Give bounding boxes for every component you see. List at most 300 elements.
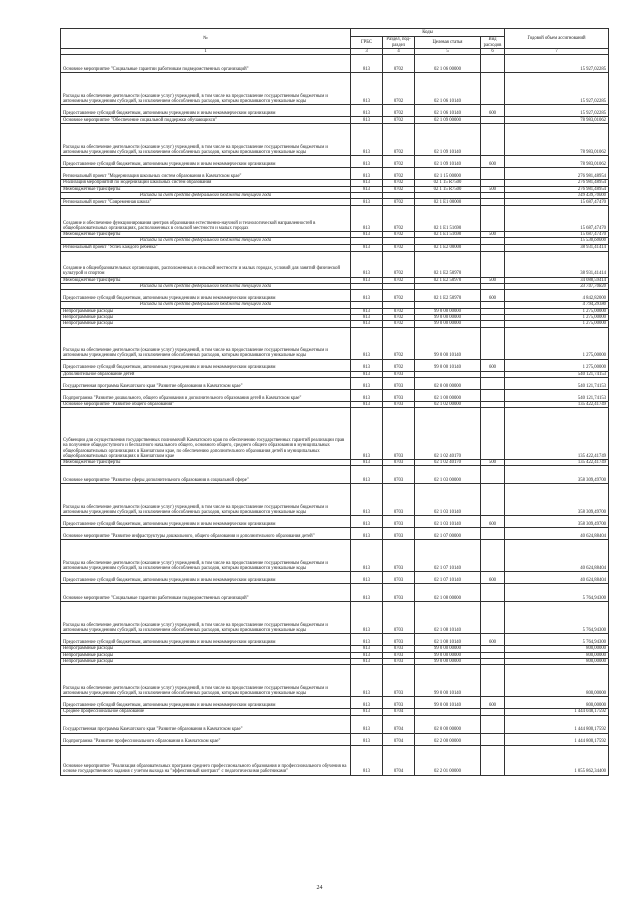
row-vid: 600 [481, 105, 505, 117]
table-row [61, 199, 609, 206]
row-sum: 78 983,01062 [505, 117, 609, 124]
row-vid: 500 [481, 186, 505, 192]
table-row [61, 665, 609, 697]
row-csr: 99 0 00 00000 [415, 308, 481, 314]
row-name: Предоставление субсидий бюджетным, автономным учреждениям и иным некоммерческим организациям [61, 105, 351, 117]
row-razdel: 0703 [383, 646, 415, 652]
row-grbs: 813 [351, 180, 383, 186]
row-grbs: 813 [351, 665, 383, 697]
row-vid [481, 199, 505, 206]
row-grbs: 813 [351, 232, 383, 238]
row-sum: 800,00000 [505, 652, 609, 658]
row-csr: 02 2 01 00000 [415, 745, 481, 775]
row-csr: 02 1 07 00000 [415, 528, 481, 540]
row-csr: 02 1 E2 50970 [415, 251, 481, 277]
row-vid: 600 [481, 572, 505, 584]
row-csr: 02 1 06 10140 [415, 73, 481, 105]
row-vid: 600 [481, 359, 505, 371]
row-csr: 99 0 00 10140 [415, 359, 481, 371]
row-csr: 02 1 08 10140 [415, 634, 481, 646]
table-row [61, 290, 609, 302]
row-csr: 02 1 00 00000 [415, 389, 481, 401]
row-razdel: 0702 [383, 232, 415, 238]
row-sum: 78 983,01062 [505, 156, 609, 168]
row-razdel: 0702 [383, 124, 415, 156]
row-grbs: 813 [351, 572, 383, 584]
row-grbs: 813 [351, 359, 383, 371]
row-razdel: 0702 [383, 251, 415, 277]
row-vid [481, 206, 505, 232]
row-razdel: 0702 [383, 290, 415, 302]
row-vid [481, 55, 505, 73]
row-grbs: 813 [351, 277, 383, 283]
row-sum: 15 687,47470 [505, 206, 609, 232]
row-csr: 02 1 E2 00000 [415, 244, 481, 251]
row-vid [481, 244, 505, 251]
row-name: Непрограммные расходы [61, 659, 351, 665]
row-grbs: 813 [351, 584, 383, 602]
row-csr: 02 1 03 10140 [415, 484, 481, 516]
row-sum: 15 687,47470 [505, 232, 609, 238]
row-sum: 800,00000 [505, 646, 609, 652]
row-csr: 02 0 00 00000 [415, 377, 481, 389]
row-name: Дополнительное образование детей [61, 371, 351, 377]
row-razdel: 0703 [383, 665, 415, 697]
row-vid [481, 745, 505, 775]
row-vid [481, 124, 505, 156]
table-row [61, 733, 609, 745]
row-sum: 276 981,48954 [505, 186, 609, 192]
row-name: Основное мероприятие "Социальные гарантии работникам подведомственных организаций" [61, 55, 351, 73]
row-sum: 34 088,59414 [505, 277, 609, 283]
index-cell: 6 [481, 49, 505, 55]
row-csr: 02 1 15 R7500 [415, 186, 481, 192]
table-row [61, 156, 609, 168]
row-vid [481, 584, 505, 602]
header-csr: Целевая статья [415, 37, 481, 49]
row-grbs: 813 [351, 199, 383, 206]
row-grbs: 813 [351, 709, 383, 715]
row-csr: 02 1 06 00000 [415, 55, 481, 73]
budget-table-page [60, 28, 608, 776]
row-razdel: 0703 [383, 634, 415, 646]
table-row [61, 634, 609, 646]
row-sum: 1 275,00000 [505, 321, 609, 327]
table-row [61, 55, 609, 73]
row-vid [481, 251, 505, 277]
row-sum: 5 764,94300 [505, 602, 609, 634]
row-sum: 15 927,02285 [505, 105, 609, 117]
row-name: Расходы на обеспечение деятельности (оказание услуг) учреждений, в том числе на предоставление государственным бюджетным и автономным учреждениям субсидий, за исключением обособленных расходов, которым присваиваются уникальные коды [61, 73, 351, 105]
row-grbs: 813 [351, 308, 383, 314]
row-vid: 500 [481, 232, 505, 238]
row-csr: 02 1 07 10140 [415, 540, 481, 572]
row-name: Основное мероприятие "Развитие общего образования" [61, 401, 351, 407]
row-grbs: 813 [351, 244, 383, 251]
row-sum: 540 121,74153 [505, 377, 609, 389]
row-razdel: 0702 [383, 180, 415, 186]
table-row [61, 206, 609, 232]
row-razdel: 0702 [383, 244, 415, 251]
row-name: Расходы на обеспечение деятельности (оказание услуг) учреждений, в том числе на предоставление государственным бюджетным и автономным учреждениям субсидий, за исключением обособленных расходов, которым присваиваются уникальные коды [61, 665, 351, 697]
row-sum: 15 927,02285 [505, 55, 609, 73]
row-csr: 02 1 09 10140 [415, 124, 481, 156]
row-name: Непрограммные расходы [61, 652, 351, 658]
header-volume: Годовой объем ассигнований [505, 29, 609, 49]
row-grbs: 813 [351, 408, 383, 460]
row-razdel: 0703 [383, 572, 415, 584]
row-vid [481, 540, 505, 572]
header-grbs: ГРБС [351, 37, 383, 49]
row-csr: 02 1 15 R7500 [415, 180, 481, 186]
row-sum: 5 764,94300 [505, 634, 609, 646]
index-cell: 4 [383, 49, 415, 55]
row-grbs: 813 [351, 602, 383, 634]
row-grbs: 813 [351, 652, 383, 658]
row-razdel: 0702 [383, 321, 415, 327]
row-name: Основное мероприятие "Реализация образовательных программ среднего профессионального образования и профессионального обучения на основе государственного задания с учетом выхода на "эффективный контракт" с педагогическими работниками" [61, 745, 351, 775]
row-vid [481, 602, 505, 634]
row-vid [481, 665, 505, 697]
row-sum: 1 055 862,34400 [505, 745, 609, 775]
row-grbs: 813 [351, 697, 383, 709]
row-vid [481, 117, 505, 124]
table-row [61, 359, 609, 371]
table-row [61, 389, 609, 401]
row-name: Непрограммные расходы [61, 321, 351, 327]
table-row [61, 73, 609, 105]
row-name: Основное мероприятие "Обеспечение социальной поддержки обучающихся" [61, 117, 351, 124]
row-razdel: 0702 [383, 199, 415, 206]
row-sum: 1 275,00000 [505, 314, 609, 320]
row-grbs: 813 [351, 327, 383, 359]
row-name: Расходы за счет средств федерального бюджета текущего года [61, 192, 351, 198]
row-csr: 02 1 09 00000 [415, 117, 481, 124]
row-razdel: 0703 [383, 401, 415, 407]
row-grbs: 813 [351, 540, 383, 572]
row-sum: 38 931,41414 [505, 244, 609, 251]
row-name: Региональный проект "Современная школа" [61, 199, 351, 206]
table-row [61, 408, 609, 460]
row-grbs: 813 [351, 659, 383, 665]
row-csr: 99 0 00 00000 [415, 314, 481, 320]
row-razdel: 0703 [383, 484, 415, 516]
row-razdel: 0703 [383, 371, 415, 377]
row-csr: 99 0 00 10140 [415, 665, 481, 697]
row-grbs: 813 [351, 715, 383, 733]
table-row [61, 117, 609, 124]
row-name: Предоставление субсидий бюджетным, автономным учреждениям и иным некоммерческим организациям [61, 290, 351, 302]
row-name: Межбюджетные трансферты [61, 186, 351, 192]
row-sum: 800,00000 [505, 697, 609, 709]
row-razdel: 0704 [383, 709, 415, 715]
row-sum: 5 764,94300 [505, 584, 609, 602]
row-grbs: 813 [351, 634, 383, 646]
row-vid: 600 [481, 516, 505, 528]
row-grbs: 813 [351, 484, 383, 516]
row-vid: 500 [481, 460, 505, 466]
row-name: Предоставление субсидий бюджетным, автономным учреждениям и иным некоммерческим организациям [61, 156, 351, 168]
row-name: Создание и обеспечение функционирования центров образования естественно-научной и технологической направленностей в общеобразовательных организациях, расположенных в сельской местности и малых городах [61, 206, 351, 232]
row-vid [481, 733, 505, 745]
row-name: Основное мероприятие "Социальные гарантии работникам подведомственных организаций" [61, 584, 351, 602]
row-csr: 02 1 02 00000 [415, 401, 481, 407]
row-grbs: 813 [351, 124, 383, 156]
header-num: № [61, 29, 351, 49]
row-grbs: 813 [351, 371, 383, 377]
index-cell: 7 [505, 49, 609, 55]
row-grbs: 813 [351, 55, 383, 73]
row-csr: 02 1 E1 51690 [415, 232, 481, 238]
row-razdel: 0703 [383, 659, 415, 665]
row-sum: 135 422,41749 [505, 460, 609, 466]
row-csr: 02 0 00 00000 [415, 715, 481, 733]
row-csr: 02 1 06 10140 [415, 105, 481, 117]
row-csr: 02 1 E2 50970 [415, 277, 481, 283]
table-row [61, 377, 609, 389]
row-razdel: 0703 [383, 697, 415, 709]
row-razdel: 0702 [383, 314, 415, 320]
table-row [61, 584, 609, 602]
row-sum: 40 624,88404 [505, 540, 609, 572]
row-name: Основное мероприятие "Развитие сферы дополнительного образования в социальной сфере" [61, 466, 351, 484]
row-csr: 99 0 00 10140 [415, 327, 481, 359]
row-sum: 358 309,49700 [505, 516, 609, 528]
row-grbs: 813 [351, 528, 383, 540]
row-sum: 15 687,47470 [505, 199, 609, 206]
row-vid [481, 408, 505, 460]
table-row [61, 105, 609, 117]
row-sum: 38 931,41414 [505, 251, 609, 277]
row-vid [481, 73, 505, 105]
row-razdel: 0702 [383, 277, 415, 283]
row-name: Непрограммные расходы [61, 308, 351, 314]
row-grbs: 813 [351, 186, 383, 192]
row-razdel: 0702 [383, 327, 415, 359]
row-csr: 02 1 02 40170 [415, 408, 481, 460]
row-grbs: 813 [351, 117, 383, 124]
row-vid [481, 484, 505, 516]
row-csr: 99 0 00 00000 [415, 659, 481, 665]
row-name: Государственная программа Камчатского края "Развитие образования в Камчатском крае" [61, 715, 351, 733]
row-vid [481, 466, 505, 484]
index-cell: 3 [351, 49, 383, 55]
row-name: Межбюджетные трансферты [61, 277, 351, 283]
row-razdel: 0703 [383, 389, 415, 401]
row-razdel: 0703 [383, 408, 415, 460]
row-vid [481, 377, 505, 389]
row-sum: 33 747,70820 [505, 284, 609, 290]
table-row [61, 572, 609, 584]
table-row [61, 602, 609, 634]
row-sum: 4 794,39180 [505, 302, 609, 308]
row-csr: 02 2 00 00000 [415, 733, 481, 745]
row-name: Предоставление субсидий бюджетным, автономным учреждениям и иным некоммерческим организациям [61, 359, 351, 371]
row-razdel: 0704 [383, 745, 415, 775]
row-name: Расходы на обеспечение деятельности (оказание услуг) учреждений, в том числе на предоставление государственным бюджетным и автономным учреждениям субсидий, за исключением обособленных расходов, которым присваиваются уникальные коды [61, 327, 351, 359]
row-vid: 600 [481, 634, 505, 646]
row-csr: 02 1 E2 50970 [415, 290, 481, 302]
row-sum: 4 842,82000 [505, 290, 609, 302]
row-name: Расходы на обеспечение деятельности (оказание услуг) учреждений, в том числе на предоставление государственным бюджетным и автономным учреждениям субсидий, за исключением обособленных расходов, которым присваиваются уникальные коды [61, 124, 351, 156]
row-name: Предоставление субсидий бюджетным, автономным учреждениям и иным некоммерческим организациям [61, 516, 351, 528]
table-row [61, 715, 609, 733]
table-row [61, 168, 609, 180]
row-razdel: 0703 [383, 652, 415, 658]
row-grbs: 813 [351, 206, 383, 232]
table-row [61, 745, 609, 775]
row-sum: 15 927,02285 [505, 73, 609, 105]
table-header [61, 29, 609, 55]
row-name: Подпрограмма "Развитие дошкольного, общего образования и дополнительного образования детей в Камчатском крае" [61, 389, 351, 401]
row-name: Подпрограмма "Развитие профессионального образования в Камчатском крае" [61, 733, 351, 745]
table-row [61, 466, 609, 484]
row-grbs: 813 [351, 401, 383, 407]
row-name: Региональный проект "Модернизация школьных систем образования в Камчатском крае" [61, 168, 351, 180]
row-sum: 1 275,00000 [505, 308, 609, 314]
row-razdel: 0704 [383, 733, 415, 745]
row-vid [481, 389, 505, 401]
row-vid [481, 528, 505, 540]
row-csr: 02 1 09 10140 [415, 156, 481, 168]
row-name: Межбюджетные трансферты [61, 460, 351, 466]
row-name: Расходы на обеспечение деятельности (оказание услуг) учреждений, в том числе на предоставление государственным бюджетным и автономным учреждениям субсидий, за исключением обособленных расходов, которым присваиваются уникальные коды [61, 602, 351, 634]
row-sum: 540 121,74153 [505, 389, 609, 401]
row-csr: 02 1 03 00000 [415, 466, 481, 484]
row-grbs: 813 [351, 745, 383, 775]
row-sum: 1 444 800,17592 [505, 715, 609, 733]
row-name: Региональный проект "Успех каждого ребенка" [61, 244, 351, 251]
row-razdel: 0702 [383, 308, 415, 314]
row-grbs: 813 [351, 156, 383, 168]
row-razdel: 0703 [383, 516, 415, 528]
row-csr: 99 0 00 00000 [415, 321, 481, 327]
index-cell: 1 [61, 49, 351, 55]
row-csr: 99 0 00 00000 [415, 646, 481, 652]
row-sum: 149 439,70000 [505, 192, 609, 198]
row-razdel: 0703 [383, 540, 415, 572]
row-csr: 02 1 03 10140 [415, 516, 481, 528]
row-grbs: 813 [351, 290, 383, 302]
table-row [61, 244, 609, 251]
row-grbs: 813 [351, 389, 383, 401]
row-grbs: 813 [351, 646, 383, 652]
table-row [61, 251, 609, 277]
row-grbs: 813 [351, 321, 383, 327]
row-razdel: 0703 [383, 377, 415, 389]
row-vid: 600 [481, 290, 505, 302]
row-name: Расходы на обеспечение деятельности (оказание услуг) учреждений, в том числе на предоставление государственным бюджетным и автономным учреждениям субсидий, за исключением обособленных расходов, которым присваиваются уникальные коды [61, 484, 351, 516]
table-row [61, 327, 609, 359]
row-razdel: 0702 [383, 156, 415, 168]
row-sum: 15 530,60000 [505, 238, 609, 244]
row-grbs: 813 [351, 251, 383, 277]
row-csr: 02 1 07 10140 [415, 572, 481, 584]
row-razdel: 0702 [383, 186, 415, 192]
row-name: Предоставление субсидий бюджетным, автономным учреждениям и иным некоммерческим организациям [61, 697, 351, 709]
row-csr: 99 0 00 10140 [415, 697, 481, 709]
row-vid [481, 327, 505, 359]
row-name: Реализация мероприятий по модернизации школьных систем образования [61, 180, 351, 186]
header-razdel: Раздел, под-раздел [383, 37, 415, 49]
row-name: Государственная программа Камчатского края "Развитие образования в Камчатском крае" [61, 377, 351, 389]
row-sum: 40 624,88404 [505, 528, 609, 540]
row-name: Расходы за счет средств федерального бюджета текущего года [61, 302, 351, 308]
row-sum: 358 309,49700 [505, 484, 609, 516]
table-row [61, 484, 609, 516]
row-grbs: 813 [351, 377, 383, 389]
row-sum: 1 444 048,17592 [505, 709, 609, 715]
row-sum: 1 275,00000 [505, 327, 609, 359]
row-razdel: 0702 [383, 105, 415, 117]
row-razdel: 0703 [383, 584, 415, 602]
row-vid [481, 168, 505, 180]
row-sum: 800,00000 [505, 659, 609, 665]
row-name: Субвенции для осуществления государственных полномочий Камчатского края по обеспечению государственных гарантий реализации прав на получение общедоступного и бесплатного начального общего, основного общего, среднего общего образования в муниципальных общеобразовательных организациях в Камчатском крае, по обеспечению дополнительного образования детей в муниципальных общеобразовательных организациях в Камчатском крае [61, 408, 351, 460]
row-vid: 600 [481, 697, 505, 709]
row-razdel: 0702 [383, 117, 415, 124]
row-razdel: 0703 [383, 602, 415, 634]
row-sum: 540 121,74153 [505, 371, 609, 377]
row-name: Расходы за счет средств федерального бюджета текущего года [61, 284, 351, 290]
row-sum: 135 422,41749 [505, 401, 609, 407]
row-grbs: 813 [351, 733, 383, 745]
row-razdel: 0702 [383, 55, 415, 73]
row-sum: 276 981,48954 [505, 180, 609, 186]
row-sum: 276 981,48954 [505, 168, 609, 180]
table-row [61, 697, 609, 709]
row-razdel: 0703 [383, 460, 415, 466]
row-csr: 02 1 08 10140 [415, 602, 481, 634]
row-csr: 02 1 02 40170 [415, 460, 481, 466]
row-name: Среднее профессиональное образование [61, 709, 351, 715]
row-name: Непрограммные расходы [61, 314, 351, 320]
page-number: 24 [316, 885, 323, 891]
row-razdel: 0704 [383, 715, 415, 733]
row-grbs: 813 [351, 516, 383, 528]
header-codes-group: Коды [351, 29, 505, 37]
row-sum: 135 422,41749 [505, 408, 609, 460]
row-sum: 1 444 800,17592 [505, 733, 609, 745]
row-name: Основное мероприятие "Развитие инфраструктуры дошкольного, общего образования и дополнительного образования детей" [61, 528, 351, 540]
row-name: Расходы за счет средств федерального бюджета текущего года [61, 238, 351, 244]
row-sum: 358 309,49700 [505, 466, 609, 484]
row-csr: 02 1 08 00000 [415, 584, 481, 602]
row-grbs: 813 [351, 73, 383, 105]
row-razdel: 0702 [383, 359, 415, 371]
row-csr: 02 1 E1 00000 [415, 199, 481, 206]
row-sum: 40 624,88404 [505, 572, 609, 584]
row-csr: 99 0 00 00000 [415, 652, 481, 658]
header-vid: Вид расходов [481, 37, 505, 49]
row-name: Создание в общеобразовательных организациях, расположенных в сельской местности и малых городах, условий для занятий физической культурой и спортом [61, 251, 351, 277]
row-sum: 78 983,01062 [505, 124, 609, 156]
table-row [61, 516, 609, 528]
table-row [61, 540, 609, 572]
row-name: Предоставление субсидий бюджетным, автономным учреждениям и иным некоммерческим организациям [61, 634, 351, 646]
row-vid: 500 [481, 277, 505, 283]
row-grbs: 813 [351, 105, 383, 117]
row-vid: 600 [481, 156, 505, 168]
row-razdel: 0703 [383, 466, 415, 484]
table-row [61, 528, 609, 540]
row-csr: 02 1 E1 51690 [415, 206, 481, 232]
budget-table [60, 28, 609, 776]
row-name: Расходы на обеспечение деятельности (оказание услуг) учреждений, в том числе на предоставление государственным бюджетным и автономным учреждениям субсидий, за исключением обособленных расходов, которым присваиваются уникальные коды [61, 540, 351, 572]
row-razdel: 0703 [383, 528, 415, 540]
row-name: Непрограммные расходы [61, 646, 351, 652]
table-row [61, 124, 609, 156]
